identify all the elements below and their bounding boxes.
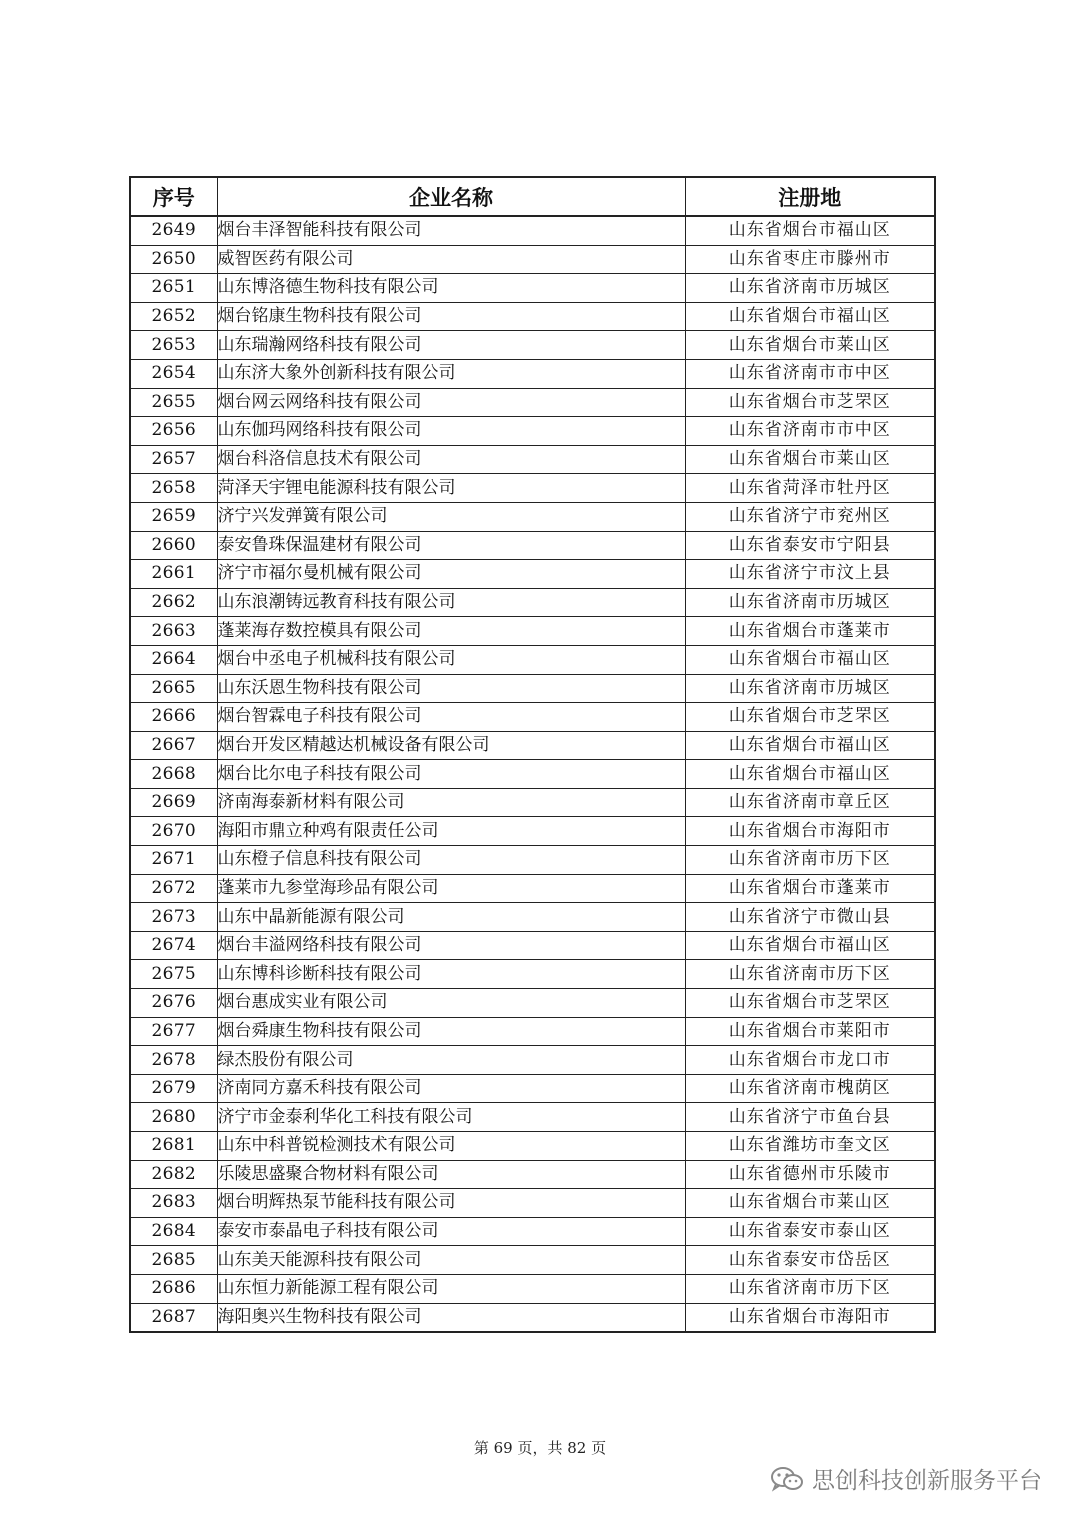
table-row <box>130 1046 935 1075</box>
company-name-cell: 济宁市福尔曼机械有限公司 <box>217 560 685 589</box>
table-row <box>130 645 935 674</box>
serial-number-cell: 2669 <box>130 788 217 817</box>
company-name-cell: 山东橙子信息科技有限公司 <box>217 846 685 875</box>
table-row <box>130 817 935 846</box>
company-name-cell: 烟台科洛信息技术有限公司 <box>217 445 685 474</box>
company-name-cell: 烟台铭康生物科技有限公司 <box>217 302 685 331</box>
company-name-cell: 山东博洛德生物科技有限公司 <box>217 274 685 303</box>
serial-number-cell: 2676 <box>130 989 217 1018</box>
registered-location-cell: 山东省济南市章丘区 <box>685 788 935 817</box>
registered-location-cell: 山东省济南市槐荫区 <box>685 1074 935 1103</box>
serial-number-cell: 2671 <box>130 846 217 875</box>
registered-location-cell: 山东省德州市乐陵市 <box>685 1160 935 1189</box>
company-name-cell: 菏泽天宇锂电能源科技有限公司 <box>217 474 685 503</box>
company-name-cell: 山东沃恩生物科技有限公司 <box>217 674 685 703</box>
company-name-cell: 烟台中丞电子机械科技有限公司 <box>217 645 685 674</box>
registered-location-cell: 山东省泰安市泰山区 <box>685 1217 935 1246</box>
registered-location-cell: 山东省济南市历下区 <box>685 1274 935 1303</box>
table-row <box>130 417 935 446</box>
registered-location-cell: 山东省烟台市海阳市 <box>685 817 935 846</box>
table-row <box>130 245 935 274</box>
table-row <box>130 1217 935 1246</box>
company-name-cell: 烟台网云网络科技有限公司 <box>217 388 685 417</box>
registered-location-cell: 山东省济南市历下区 <box>685 846 935 875</box>
registered-location-cell: 山东省烟台市福山区 <box>685 931 935 960</box>
serial-number-cell: 2664 <box>130 645 217 674</box>
company-name-cell: 绿杰股份有限公司 <box>217 1046 685 1075</box>
table-row <box>130 1017 935 1046</box>
company-name-cell: 山东中科普锐检测技术有限公司 <box>217 1132 685 1161</box>
company-name-cell: 山东中晶新能源有限公司 <box>217 903 685 932</box>
table-row <box>130 216 935 245</box>
table-row <box>130 588 935 617</box>
registered-location-cell: 山东省烟台市芝罘区 <box>685 989 935 1018</box>
registered-location-cell: 山东省济南市历下区 <box>685 960 935 989</box>
serial-number-cell: 2682 <box>130 1160 217 1189</box>
table-row <box>130 474 935 503</box>
table-body <box>130 216 935 1332</box>
company-name-cell: 海阳市鼎立种鸡有限责任公司 <box>217 817 685 846</box>
serial-number-cell: 2655 <box>130 388 217 417</box>
registered-location-cell: 山东省济宁市兖州区 <box>685 502 935 531</box>
registered-location-cell: 山东省烟台市莱山区 <box>685 331 935 360</box>
serial-number-cell: 2686 <box>130 1274 217 1303</box>
company-name-cell: 山东恒力新能源工程有限公司 <box>217 1274 685 1303</box>
registered-location-cell: 山东省烟台市福山区 <box>685 216 935 245</box>
registered-location-cell: 山东省济南市市中区 <box>685 417 935 446</box>
company-name-cell: 烟台丰泽智能科技有限公司 <box>217 216 685 245</box>
registered-location-cell: 山东省烟台市莱山区 <box>685 445 935 474</box>
table-row <box>130 874 935 903</box>
serial-number-cell: 2654 <box>130 359 217 388</box>
company-name-cell: 烟台惠成实业有限公司 <box>217 989 685 1018</box>
serial-number-cell: 2673 <box>130 903 217 932</box>
serial-number-cell: 2687 <box>130 1303 217 1332</box>
company-name-cell: 山东伽玛网络科技有限公司 <box>217 417 685 446</box>
registered-location-cell: 山东省烟台市莱山区 <box>685 1189 935 1218</box>
table-row <box>130 703 935 732</box>
serial-number-cell: 2675 <box>130 960 217 989</box>
company-name-cell: 乐陵思盛聚合物材料有限公司 <box>217 1160 685 1189</box>
header-company-name: 企业名称 <box>217 177 685 216</box>
table-row <box>130 302 935 331</box>
watermark <box>770 1462 1042 1495</box>
table-row <box>130 531 935 560</box>
table-row <box>130 788 935 817</box>
registered-location-cell: 山东省烟台市蓬莱市 <box>685 874 935 903</box>
registered-location-cell: 山东省济南市历城区 <box>685 674 935 703</box>
serial-number-cell: 2650 <box>130 245 217 274</box>
table-row <box>130 502 935 531</box>
serial-number-cell: 2683 <box>130 1189 217 1218</box>
table-row <box>130 359 935 388</box>
serial-number-cell: 2668 <box>130 760 217 789</box>
registered-location-cell: 山东省枣庄市滕州市 <box>685 245 935 274</box>
registered-location-cell: 山东省烟台市龙口市 <box>685 1046 935 1075</box>
serial-number-cell: 2661 <box>130 560 217 589</box>
table-row <box>130 903 935 932</box>
serial-number-cell: 2659 <box>130 502 217 531</box>
serial-number-cell: 2678 <box>130 1046 217 1075</box>
company-name-cell: 济宁市金泰利华化工科技有限公司 <box>217 1103 685 1132</box>
company-name-cell: 济南同方嘉禾科技有限公司 <box>217 1074 685 1103</box>
serial-number-cell: 2651 <box>130 274 217 303</box>
registered-location-cell: 山东省济南市历城区 <box>685 588 935 617</box>
serial-number-cell: 2658 <box>130 474 217 503</box>
serial-number-cell: 2653 <box>130 331 217 360</box>
table-row <box>130 560 935 589</box>
company-name-cell: 山东瑞瀚网络科技有限公司 <box>217 331 685 360</box>
serial-number-cell: 2677 <box>130 1017 217 1046</box>
registered-location-cell: 山东省济宁市鱼台县 <box>685 1103 935 1132</box>
table-row <box>130 760 935 789</box>
table-row <box>130 674 935 703</box>
registered-location-cell: 山东省菏泽市牡丹区 <box>685 474 935 503</box>
page-number-footer: 第 69 页，共 82 页 <box>473 1439 607 1457</box>
company-name-cell: 烟台舜康生物科技有限公司 <box>217 1017 685 1046</box>
registered-location-cell: 山东省潍坊市奎文区 <box>685 1132 935 1161</box>
company-name-cell: 烟台丰溢网络科技有限公司 <box>217 931 685 960</box>
registered-location-cell: 山东省烟台市福山区 <box>685 760 935 789</box>
table-row <box>130 274 935 303</box>
serial-number-cell: 2657 <box>130 445 217 474</box>
table-row <box>130 1246 935 1275</box>
company-name-cell: 山东济大象外创新科技有限公司 <box>217 359 685 388</box>
table-row <box>130 445 935 474</box>
company-name-cell: 泰安市泰晶电子科技有限公司 <box>217 1217 685 1246</box>
serial-number-cell: 2662 <box>130 588 217 617</box>
registered-location-cell: 山东省烟台市海阳市 <box>685 1303 935 1332</box>
registered-location-cell: 山东省济南市市中区 <box>685 359 935 388</box>
company-name-cell: 烟台开发区精越达机械设备有限公司 <box>217 731 685 760</box>
table-row <box>130 331 935 360</box>
serial-number-cell: 2663 <box>130 617 217 646</box>
serial-number-cell: 2685 <box>130 1246 217 1275</box>
registered-location-cell: 山东省泰安市岱岳区 <box>685 1246 935 1275</box>
header-registered-location: 注册地 <box>685 177 935 216</box>
company-name-cell: 烟台比尔电子科技有限公司 <box>217 760 685 789</box>
serial-number-cell: 2684 <box>130 1217 217 1246</box>
company-name-cell: 烟台明辉热泵节能科技有限公司 <box>217 1189 685 1218</box>
watermark-text: 思创科技创新服务平台 <box>812 1468 1042 1494</box>
company-name-cell: 烟台智霖电子科技有限公司 <box>217 703 685 732</box>
company-name-cell: 海阳奥兴生物科技有限公司 <box>217 1303 685 1332</box>
company-name-cell: 济南海泰新材料有限公司 <box>217 788 685 817</box>
serial-number-cell: 2665 <box>130 674 217 703</box>
registered-location-cell: 山东省济宁市微山县 <box>685 903 935 932</box>
table-row <box>130 989 935 1018</box>
registered-location-cell: 山东省济南市历城区 <box>685 274 935 303</box>
registered-location-cell: 山东省烟台市福山区 <box>685 302 935 331</box>
serial-number-cell: 2670 <box>130 817 217 846</box>
company-name-cell: 蓬莱海存数控模具有限公司 <box>217 617 685 646</box>
header-serial-number: 序号 <box>130 177 217 216</box>
company-name-cell: 山东美天能源科技有限公司 <box>217 1246 685 1275</box>
table-row <box>130 617 935 646</box>
company-name-cell: 泰安鲁珠保温建材有限公司 <box>217 531 685 560</box>
serial-number-cell: 2681 <box>130 1132 217 1161</box>
table-row <box>130 1103 935 1132</box>
serial-number-cell: 2680 <box>130 1103 217 1132</box>
table-row <box>130 1074 935 1103</box>
table-row <box>130 1160 935 1189</box>
serial-number-cell: 2649 <box>130 216 217 245</box>
registered-location-cell: 山东省泰安市宁阳县 <box>685 531 935 560</box>
serial-number-cell: 2672 <box>130 874 217 903</box>
registered-location-cell: 山东省烟台市福山区 <box>685 731 935 760</box>
serial-number-cell: 2652 <box>130 302 217 331</box>
company-name-cell: 济宁兴发弹簧有限公司 <box>217 502 685 531</box>
serial-number-cell: 2660 <box>130 531 217 560</box>
table-row <box>130 1132 935 1161</box>
table-row <box>130 388 935 417</box>
registered-location-cell: 山东省烟台市芝罘区 <box>685 703 935 732</box>
table-row <box>130 731 935 760</box>
company-name-cell: 蓬莱市九参堂海珍品有限公司 <box>217 874 685 903</box>
table-row <box>130 1274 935 1303</box>
registered-location-cell: 山东省烟台市蓬莱市 <box>685 617 935 646</box>
registered-location-cell: 山东省烟台市莱阳市 <box>685 1017 935 1046</box>
table-row <box>130 1189 935 1218</box>
table-row <box>130 1303 935 1332</box>
table-row <box>130 846 935 875</box>
registered-location-cell: 山东省烟台市福山区 <box>685 645 935 674</box>
serial-number-cell: 2674 <box>130 931 217 960</box>
serial-number-cell: 2666 <box>130 703 217 732</box>
registered-location-cell: 山东省烟台市芝罘区 <box>685 388 935 417</box>
company-name-cell: 山东浪潮铸远教育科技有限公司 <box>217 588 685 617</box>
serial-number-cell: 2679 <box>130 1074 217 1103</box>
table-row <box>130 931 935 960</box>
wechat-icon <box>770 1466 804 1492</box>
registered-location-cell: 山东省济宁市汶上县 <box>685 560 935 589</box>
table-header-row <box>130 177 935 216</box>
serial-number-cell: 2656 <box>130 417 217 446</box>
table-row <box>130 960 935 989</box>
company-name-cell: 威智医药有限公司 <box>217 245 685 274</box>
serial-number-cell: 2667 <box>130 731 217 760</box>
company-table <box>129 176 936 1333</box>
company-name-cell: 山东博科诊断科技有限公司 <box>217 960 685 989</box>
